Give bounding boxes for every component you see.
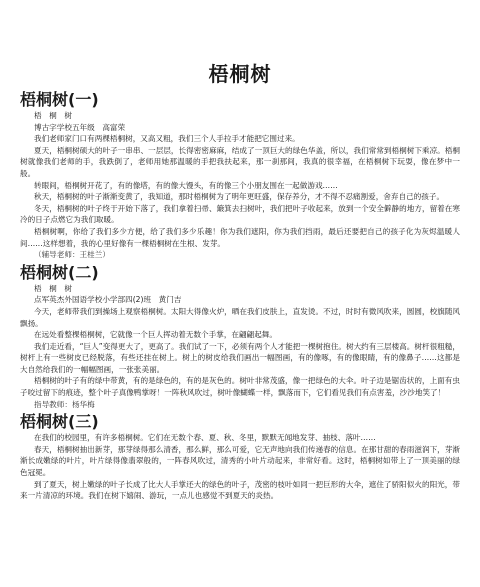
section-two — [20, 263, 460, 411]
section-subtitle: 梧 桐 树 — [34, 111, 72, 120]
paragraph: 在远处看整棵梧桐树，它就像一个巨人挥动着无数个手掌，在翩翩起舞。 — [34, 330, 277, 340]
section-one — [20, 90, 460, 261]
paragraph: 今天，老师带我们到操场上观察梧桐树。太阳大得像火炉，晒在我们皮肤上，直发烫。不过，时时有微风吹来，圆圆，校旗随风飘扬。 — [20, 306, 460, 328]
section-three — [20, 412, 460, 502]
paragraph: 梧桐树的叶子有的绿中带黄，有的是绿色的，有的是灰色的。树叶非常茂盛，像一把绿色的大伞。叶子边是锯齿状的，上面有虫子咬过留下的痕迹，整个叶子真像鸭掌呀！一阵秋风吹过，树叶像蝴蝶一样，飘落而下，它们看见我们有点害羞，沙沙地笑了！ — [20, 376, 460, 398]
document-title: 梧桐树 — [208, 62, 272, 86]
paragraph: 在我们的校园里，有许多梧桐树。它们在无数个春、夏、秋、冬里，默默无闻地发芽、抽枝、落叶…… — [34, 433, 376, 443]
paragraph: 秋天，梧桐树的叶子渐渐变黄了，我知道，那时梧桐树为了明年更旺盛，保存养分，才不得不忍痛割爱，舍弃自己的孩子。 — [34, 192, 445, 202]
paragraph: 转眼间，梧桐树开花了，有的像塔，有的像大馒头，有的像三个小朋友围在一起做游戏…… — [34, 180, 338, 190]
paragraph: 我们走近看，“巨人”变得更大了，更高了。我们试了一下，必须有两个人才能把一棵树抱住。树大约有三层楼高。树杆很粗糙，树杆上有一些树皮已经脱落，有些还挂在树上。树上的树皮给我们画出一幅图画，有的像啄，有的像眼睛，有的像鼻子……这都是大自然给我们的一幅幅图画，一张张美丽。 — [20, 341, 460, 374]
paragraph: 春天，梧桐树抽出新芽，那芽绿得那么清香，那么鲜，那么可爱，它无声地向我们传递春的信息。在那甘甜的春雨滋润下，芽渐渐长成嫩绿的叶片，叶片绿得像翡翠般的，一阵春风吹过，清秀的小叶片动起来，非常好看。这时，梧桐树如带上了一顶美丽的绿色冠冕。 — [20, 444, 460, 478]
section-subtitle: 梧 桐 树 — [34, 283, 72, 293]
teacher-signature: 指导教师：杨华梅 — [34, 399, 95, 409]
section-heading: 梧桐树(二) — [20, 262, 99, 282]
paragraph: 我们老师家门口有两棵梧桐树，又高又粗，我们三个人手拉手才能把它围过来。 — [34, 134, 300, 144]
paragraph: 梧桐树啊，你给了我们多少方便，给了我们多少乐趣！你为我们遮阳，你为我们挡雨，最后还要把自己的孩子化为灰烬温暖人间……这样想着，我的心里好像有一棵梧桐树在生根、发芽。 — [20, 226, 460, 248]
author-line: 博古字学校五年级 高富荣 — [34, 122, 126, 132]
paragraph: 到了夏天，树上嫩绿的叶子长成了比大人手掌还大的绿色的叶子，茂密的枝叶如同一把巨形的大伞，遮住了骄阳似火的阳光，带来一片清凉的环境。我们在树下嬉闹、游玩，一点儿也感觉不到夏天的炎热。 — [20, 479, 460, 501]
section-heading: 梧桐树(一) — [20, 90, 99, 109]
section-heading: 梧桐树(三) — [20, 412, 99, 432]
paragraph: 冬天，梧桐树的叶子终于开始下落了，我们拿着扫帚、簸箕去扫树叶，我们把叶子收起来，放到一个安全僻静的地方，留着在寒冷的日子点燃它为我们取暖。 — [20, 203, 460, 225]
paragraph: 夏天，梧桐树硕大的叶子一串串、一层层，长得密密麻麻，结成了一顶巨大的绿色华盖，所以，我们常常到梧桐树下乘凉。梧桐树就像我们老师的手，我跌倒了，老师用她那温暖的手把我扶起来，那一刹那间，我真的很幸福，在梧桐树下玩耍，像在梦中一般。 — [20, 145, 460, 178]
teacher-signature: （辅导老师：王桂兰） — [34, 250, 110, 260]
author-line: 点军英杰外国语学校小学部四(2)班 黄门吉 — [34, 295, 182, 305]
